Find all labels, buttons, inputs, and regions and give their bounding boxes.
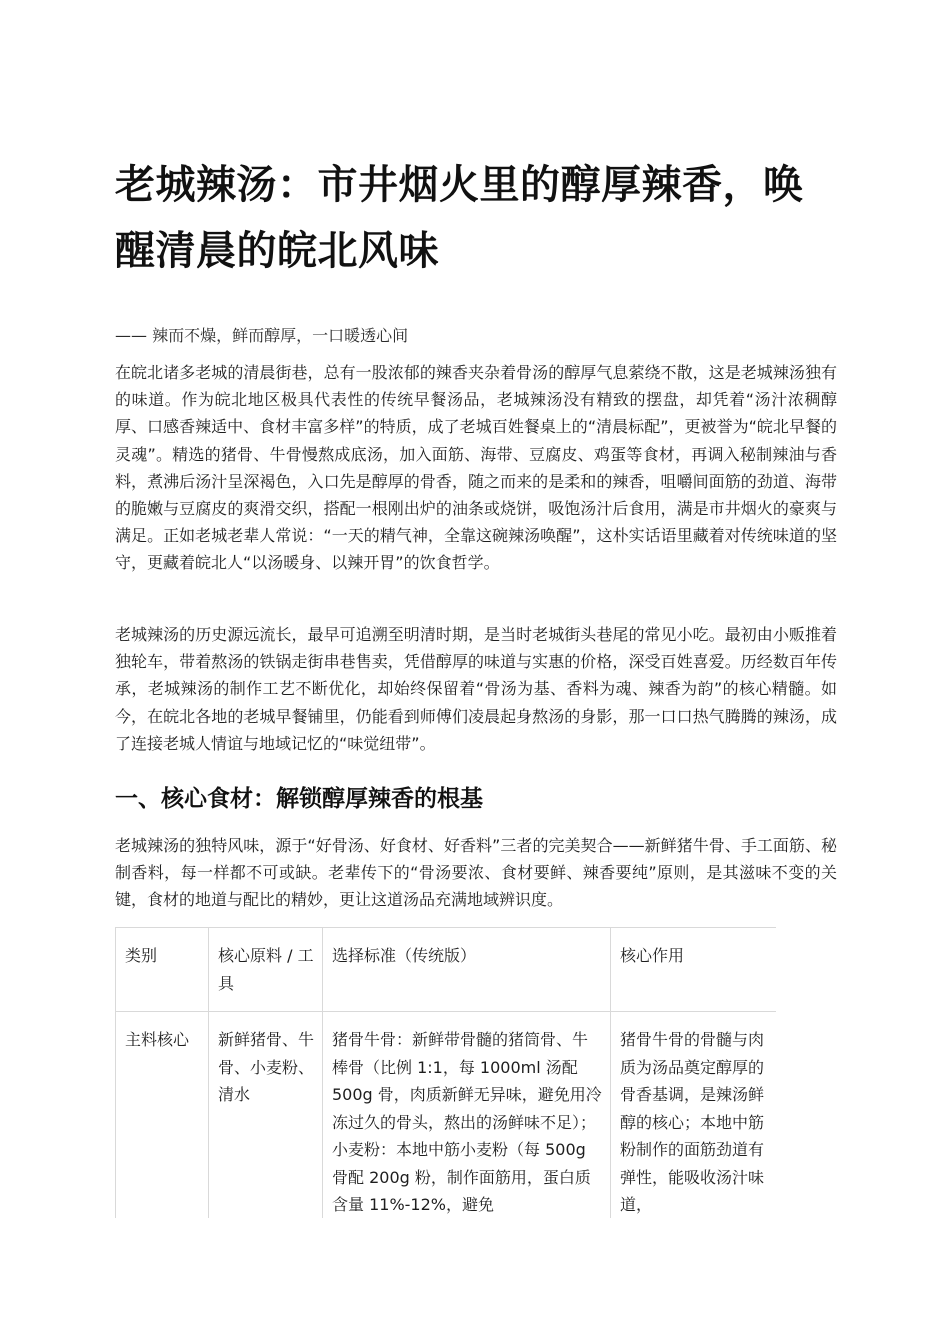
history-paragraph: 老城辣汤的历史源远流长，最早可追溯至明清时期，是当时老城街头巷尾的常见小吃。最初由小贩推着独轮车，带着熬汤的铁锅走街串巷售卖，凭借醇厚的味道与实惠的价格，深受百姓喜爱。历经数百年传承，老城辣汤的制作工艺不断优化，却始终保留着“骨汤为基、香料为魂、辣香为韵”的核心精髓。如今，在皖北各地的老城早餐铺里，仍能看到师傅们凌晨起身熬汤的身影，那一口口热气腾腾的辣汤，成了连接老城人情谊与地域记忆的“味觉纽带”。 — [115, 625, 837, 753]
table-cell-materials: 新鲜猪骨、牛骨、小麦粉、清水 — [209, 1012, 323, 1219]
table-cell-standard: 猪骨牛骨：新鲜带骨髓的猪筒骨、牛棒骨（比例 1:1，每 1000ml 汤配 500g 骨，肉质新鲜无异味，避免用冷冻过久的骨头，熬出的汤鲜味不足）；小麦粉：本地中筋小麦粉（每 500g 骨配 200g 粉，制作面筋用，蛋白质含量 11%-12%，避免 — [323, 1012, 611, 1219]
table-cell-function: 猪骨牛骨的骨髓与肉质为汤品奠定醇厚的骨香基调，是辣汤鲜醇的核心；本地中筋粉制作的面筋劲道有弹性，能吸收汤汁味道， — [611, 1012, 777, 1219]
table-header-cell: 核心原料 / 工具 — [209, 928, 323, 1012]
table-header-cell: 核心作用 — [611, 928, 777, 1012]
section-heading: 一、核心食材：解锁醇厚辣香的根基 — [115, 786, 483, 812]
table-header-row — [116, 928, 777, 1012]
table-header-cell: 类别 — [116, 928, 209, 1012]
table-cell-category: 主料核心 — [116, 1012, 209, 1219]
ingredients-table-container — [115, 927, 776, 1218]
intro-paragraph: 在皖北诸多老城的清晨街巷，总有一股浓郁的辣香夹杂着骨汤的醇厚气息萦绕不散，这是老城辣汤独有的味道。作为皖北地区极具代表性的传统早餐汤品，老城辣汤没有精致的摆盘，却凭着“汤汁浓稠醇厚、口感香辣适中、食材丰富多样”的特质，成了老城百姓餐桌上的“清晨标配”，更被誉为“皖北早餐的灵魂”。精选的猪骨、牛骨慢熬成底汤，加入面筋、海带、豆腐皮、鸡蛋等食材，再调入秘制辣油与香料，煮沸后汤汁呈深褐色，入口先是醇厚的骨香，随之而来的是柔和的辣香，咀嚼间面筋的劲道、海带的脆嫩与豆腐皮的爽滑交织，搭配一根刚出炉的油条或烧饼，吸饱汤汁后食用，满是市井烟火的豪爽与满足。正如老城老辈人常说：“一天的精气神，全靠这碗辣汤唤醒”，这朴实话语里藏着对传统味道的坚守，更藏着皖北人“以汤暖身、以辣开胃”的饮食哲学。 — [115, 363, 837, 573]
section-intro-paragraph: 老城辣汤的独特风味，源于“好骨汤、好食材、好香料”三者的完美契合——新鲜猪牛骨、手工面筋、秘制香料，每一样都不可或缺。老辈传下的“骨汤要浓、食材要鲜、辣香要纯”原则，是其滋味不变的关键，食材的地道与配比的精妙，更让这道汤品充满地域辨识度。 — [115, 836, 837, 910]
ingredients-table — [115, 927, 776, 1218]
table-row — [116, 1012, 777, 1219]
article-subtitle: —— 辣而不燥，鲜而醇厚，一口暖透心间 — [115, 326, 409, 345]
article-title: 老城辣汤：市井烟火里的醇厚辣香，唤醒清晨的皖北风味 — [115, 162, 804, 274]
table-header-cell: 选择标准（传统版） — [323, 928, 611, 1012]
